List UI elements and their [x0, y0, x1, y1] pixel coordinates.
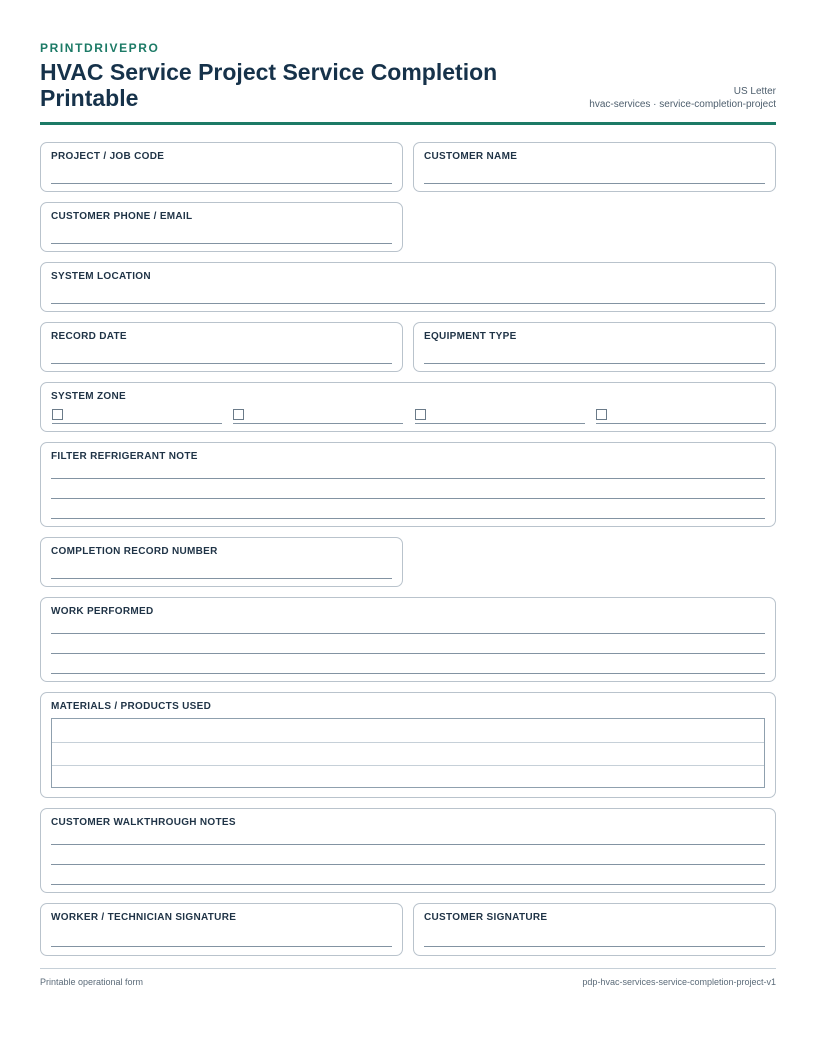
project-job-code-label: PROJECT / JOB CODE	[51, 151, 165, 162]
completion-record-number-label: COMPLETION RECORD NUMBER	[51, 546, 218, 557]
materials-table-row-divider	[52, 765, 764, 766]
work-performed-field[interactable]	[40, 597, 776, 682]
equipment-type-field[interactable]	[413, 322, 776, 372]
customer-phone-email-label: CUSTOMER PHONE / EMAIL	[51, 211, 193, 222]
customer-name-field[interactable]	[413, 142, 776, 192]
system-zone-line-2[interactable]	[233, 423, 403, 424]
project-job-code-field[interactable]	[40, 142, 403, 192]
system-location-label: SYSTEM LOCATION	[51, 271, 151, 282]
form-path: hvac-services · service-completion-project	[589, 99, 776, 110]
system-zone-checkbox-1[interactable]	[52, 409, 63, 420]
materials-products-used-label: MATERIALS / PRODUCTS USED	[51, 701, 212, 712]
customer-walkthrough-notes-label: CUSTOMER WALKTHROUGH NOTES	[51, 817, 236, 828]
system-zone-checkbox-3[interactable]	[415, 409, 426, 420]
customer-walkthrough-notes-line-3[interactable]	[51, 884, 765, 885]
customer-phone-email-field[interactable]	[40, 202, 403, 252]
system-zone-label: SYSTEM ZONE	[51, 391, 126, 402]
work-performed-label: WORK PERFORMED	[51, 606, 154, 617]
filter-refrigerant-note-line-3[interactable]	[51, 518, 765, 519]
customer-phone-email-line[interactable]	[51, 243, 392, 244]
customer-walkthrough-notes-field[interactable]	[40, 808, 776, 893]
page-meta	[589, 85, 776, 111]
completion-record-number-line[interactable]	[51, 578, 392, 579]
record-date-label: RECORD DATE	[51, 331, 127, 342]
materials-products-used-field	[40, 692, 776, 798]
materials-table-row-divider	[52, 742, 764, 743]
footer-rule	[40, 968, 776, 969]
equipment-type-label: EQUIPMENT TYPE	[424, 331, 517, 342]
customer-signature-label: CUSTOMER SIGNATURE	[424, 912, 548, 923]
work-performed-line-3[interactable]	[51, 673, 765, 674]
filter-refrigerant-note-line-2[interactable]	[51, 498, 765, 499]
project-job-code-line[interactable]	[51, 183, 392, 184]
customer-name-line[interactable]	[424, 183, 765, 184]
completion-record-number-field[interactable]	[40, 537, 403, 587]
system-location-line[interactable]	[51, 303, 765, 304]
worker-signature-line[interactable]	[51, 946, 392, 947]
materials-table	[51, 718, 765, 788]
system-zone-field	[40, 382, 776, 432]
system-zone-line-1[interactable]	[52, 423, 222, 424]
system-zone-checkbox-4[interactable]	[596, 409, 607, 420]
customer-walkthrough-notes-line-2[interactable]	[51, 864, 765, 865]
footer-left-text: Printable operational form	[40, 977, 144, 987]
footer-form-id: pdp-hvac-services-service-completion-project-v1	[582, 977, 776, 987]
brand-name: PRINTDRIVEPRO	[40, 41, 160, 55]
work-performed-line-1[interactable]	[51, 633, 765, 634]
system-location-field[interactable]	[40, 262, 776, 312]
header-rule	[40, 122, 776, 125]
filter-refrigerant-note-line-1[interactable]	[51, 478, 765, 479]
paper-size: US Letter	[733, 86, 776, 97]
customer-walkthrough-notes-line-1[interactable]	[51, 844, 765, 845]
worker-signature-label: WORKER / TECHNICIAN SIGNATURE	[51, 912, 237, 923]
filter-refrigerant-note-label: FILTER REFRIGERANT NOTE	[51, 451, 198, 462]
record-date-field[interactable]	[40, 322, 403, 372]
page-title: HVAC Service Project Service Completion Printable	[40, 59, 498, 111]
customer-name-label: CUSTOMER NAME	[424, 151, 518, 162]
system-zone-line-4[interactable]	[596, 423, 766, 424]
worker-signature-field[interactable]	[40, 903, 403, 956]
filter-refrigerant-note-field[interactable]	[40, 442, 776, 527]
customer-signature-field[interactable]	[413, 903, 776, 956]
customer-signature-line[interactable]	[424, 946, 765, 947]
system-zone-line-3[interactable]	[415, 423, 585, 424]
equipment-type-line[interactable]	[424, 363, 765, 364]
work-performed-line-2[interactable]	[51, 653, 765, 654]
system-zone-checkbox-2[interactable]	[233, 409, 244, 420]
record-date-line[interactable]	[51, 363, 392, 364]
